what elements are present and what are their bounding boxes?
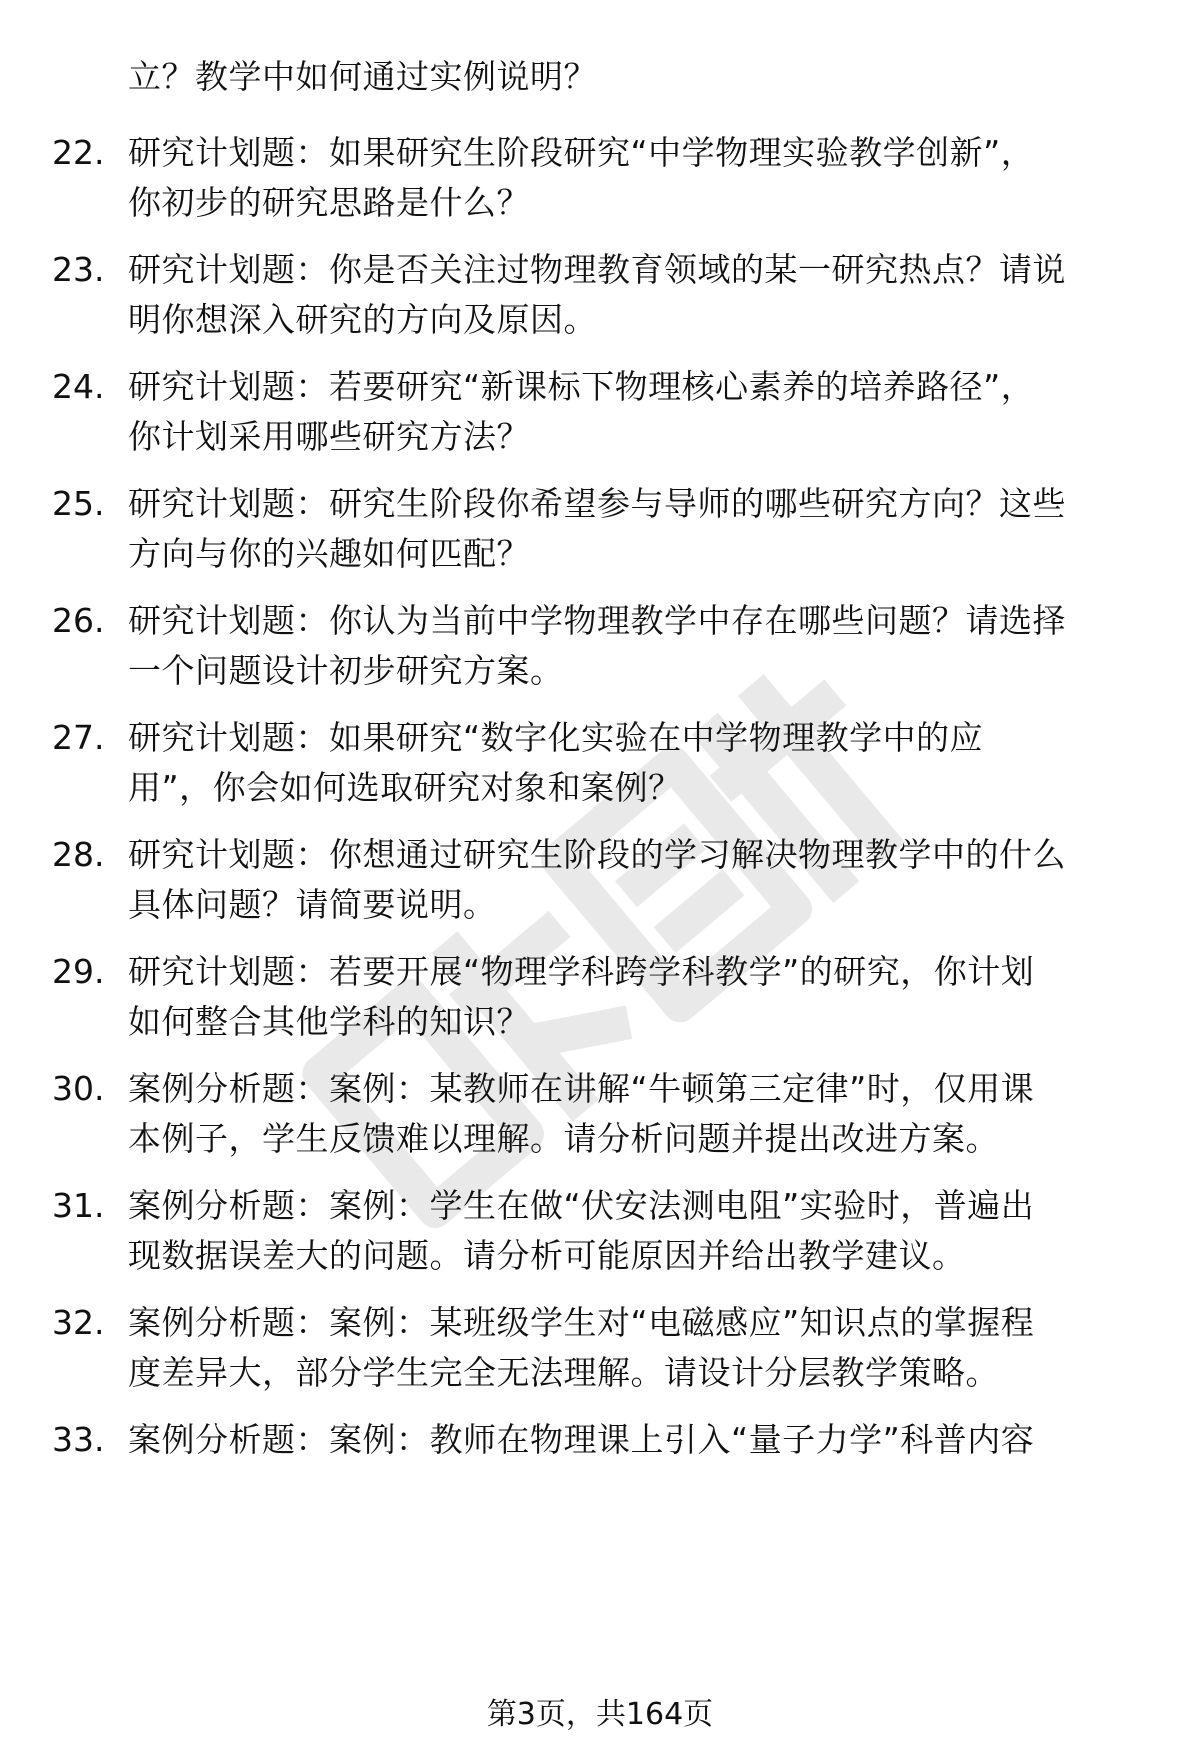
question-number: 33. [52, 1420, 105, 1459]
question-number: 25. [52, 484, 105, 523]
list-item [0, 1298, 1200, 1408]
question-text-line-2: 具体问题？请简要说明。 [128, 885, 497, 924]
list-item [0, 1181, 1200, 1291]
question-number: 24. [52, 367, 105, 406]
list-item [0, 479, 1200, 589]
question-text-line-2: 如何整合其他学科的知识？ [128, 1002, 530, 1041]
question-text-line-2: 现数据误差大的问题。请分析可能原因并给出教学建议。 [128, 1236, 966, 1275]
continuation-line: 立？教学中如何通过实例说明？ [128, 57, 597, 96]
page-footer: 第3页，共164页 [486, 1697, 714, 1732]
question-text-line-2: 一个问题设计初步研究方案。 [128, 651, 564, 690]
question-text-line-1: 研究计划题：若要开展“物理学科跨学科教学”的研究，你计划 [128, 952, 1035, 991]
question-number: 30. [52, 1069, 105, 1108]
question-number: 27. [52, 718, 105, 757]
list-item [0, 128, 1200, 238]
question-text-line-1: 研究计划题：你想通过研究生阶段的学习解决物理教学中的什么 [128, 835, 1066, 874]
question-text-line-2: 你计划采用哪些研究方法？ [128, 417, 530, 456]
question-number: 23. [52, 250, 105, 289]
question-text-line-2: 你初步的研究思路是什么？ [128, 183, 530, 222]
question-text-line-1: 研究计划题：若要研究“新课标下物理核心素养的培养路径”， [128, 367, 1035, 406]
question-number: 22. [52, 133, 105, 172]
question-number: 29. [52, 952, 105, 991]
list-item [0, 245, 1200, 355]
question-text-line-1: 案例分析题：案例：某班级学生对“电磁感应”知识点的掌握程 [128, 1303, 1035, 1342]
question-text-line-2: 度差异大，部分学生完全无法理解。请设计分层教学策略。 [128, 1353, 999, 1392]
question-text-line-2: 方向与你的兴趣如何匹配？ [128, 534, 530, 573]
question-text-line-1: 研究计划题：你认为当前中学物理教学中存在哪些问题？请选择 [128, 601, 1066, 640]
question-number: 28. [52, 835, 105, 874]
question-text-line-1: 研究计划题：你是否关注过物理教育领域的某一研究热点？请说 [128, 250, 1066, 289]
question-text-line-1: 案例分析题：案例：某教师在讲解“牛顿第三定律”时，仅用课 [128, 1069, 1035, 1108]
list-item [0, 596, 1200, 706]
list-item [0, 947, 1200, 1057]
question-text-line-1: 研究计划题：研究生阶段你希望参与导师的哪些研究方向？这些 [128, 484, 1066, 523]
list-item [0, 1415, 1200, 1525]
question-text-line-2: 明你想深入研究的方向及原因。 [128, 300, 597, 339]
list-item [0, 830, 1200, 940]
list-item [0, 362, 1200, 472]
question-text-line-2: 用”，你会如何选取研究对象和案例？ [128, 768, 682, 807]
question-text-line-1: 案例分析题：案例：教师在物理课上引入“量子力学”科普内容 [128, 1420, 1035, 1459]
question-number: 32. [52, 1303, 105, 1342]
question-text-line-1: 案例分析题：案例：学生在做“伏安法测电阻”实验时，普遍出 [128, 1186, 1035, 1225]
question-number: 26. [52, 601, 105, 640]
question-text-line-1: 研究计划题：如果研究“数字化实验在中学物理教学中的应 [128, 718, 984, 757]
list-item [0, 713, 1200, 823]
question-number: 31. [52, 1186, 105, 1225]
question-text-line-1: 研究计划题：如果研究生阶段研究“中学物理实验教学创新”， [128, 133, 1035, 172]
list-item [0, 1064, 1200, 1174]
question-text-line-2: 本例子，学生反馈难以理解。请分析问题并提出改进方案。 [128, 1119, 999, 1158]
